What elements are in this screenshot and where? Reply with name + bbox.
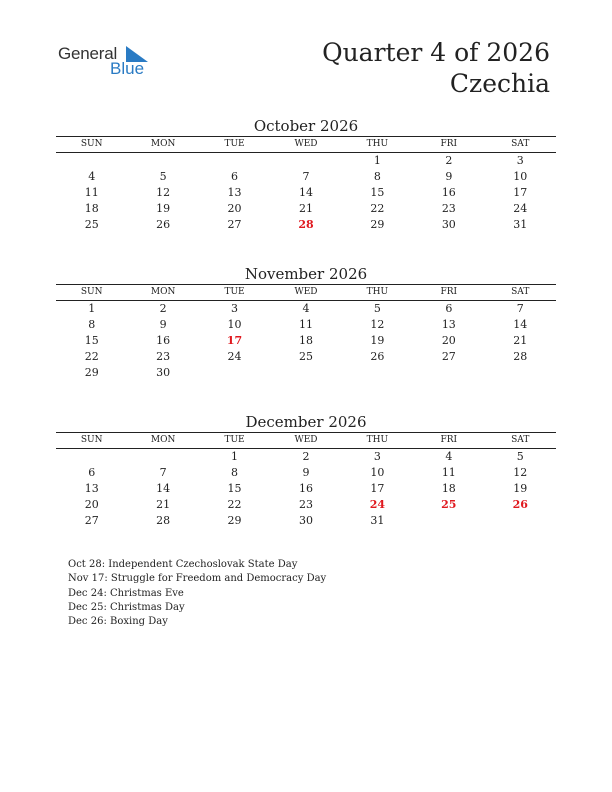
day-cell: 21 <box>298 202 313 215</box>
day-cell: 11 <box>441 466 456 479</box>
day-cell: 1 <box>231 450 239 463</box>
weekday-label: TUE <box>224 287 245 297</box>
day-cell: 15 <box>227 482 242 495</box>
day-cell: 8 <box>231 466 239 479</box>
week-row <box>56 349 556 365</box>
day-cell: 26 <box>156 218 171 231</box>
day-cell: 7 <box>516 302 524 315</box>
week-row <box>56 333 556 349</box>
holiday-note: Dec 25: Christmas Day <box>68 601 185 613</box>
holiday-note: Dec 26: Boxing Day <box>68 616 168 628</box>
day-cell: 8 <box>88 318 96 331</box>
week-row <box>56 317 556 333</box>
day-cell: 31 <box>370 514 385 527</box>
day-cell <box>485 513 556 529</box>
day-cell: 26 <box>370 350 385 363</box>
day-cell: 13 <box>227 186 242 199</box>
week-row <box>56 497 556 513</box>
day-cell: 28 <box>156 514 171 527</box>
day-cell <box>270 365 341 381</box>
day-cell: 5 <box>373 302 381 315</box>
holiday-notes <box>68 558 326 629</box>
day-cell: 6 <box>231 170 239 183</box>
day-cell: 27 <box>84 514 99 527</box>
day-cell: 24 <box>513 202 528 215</box>
weekday-label: MON <box>150 435 176 445</box>
day-cell: 21 <box>156 498 171 511</box>
day-cell: 2 <box>445 154 453 167</box>
week-row <box>56 169 556 185</box>
generalblue-logo <box>58 42 158 82</box>
weekday-label: MON <box>150 139 176 149</box>
day-cell: 15 <box>84 334 99 347</box>
day-cell <box>413 513 484 529</box>
day-cell <box>485 365 556 381</box>
day-cell: 20 <box>441 334 456 347</box>
day-cell: 16 <box>441 186 456 199</box>
month-grid <box>56 301 556 381</box>
weekday-label: THU <box>366 435 389 445</box>
weekday-label: WED <box>294 435 318 445</box>
day-cell: 22 <box>84 350 99 363</box>
month-november <box>56 264 556 381</box>
day-cell: 28 <box>513 350 528 363</box>
week-row <box>56 185 556 201</box>
day-cell: 11 <box>84 186 99 199</box>
weekday-header <box>56 284 556 301</box>
month-title: October 2026 <box>253 117 359 135</box>
day-cell: 20 <box>227 202 242 215</box>
day-cell: 2 <box>159 302 167 315</box>
day-cell: 29 <box>370 218 385 231</box>
week-row <box>56 201 556 217</box>
month-grid <box>56 449 556 529</box>
day-cell: 20 <box>84 498 99 511</box>
holiday-note: Dec 24: Christmas Eve <box>68 587 184 599</box>
logo-text-blue: Blue <box>110 59 145 78</box>
month-october <box>56 116 556 233</box>
day-cell: 5 <box>516 450 524 463</box>
day-cell: 9 <box>159 318 167 331</box>
weekday-header <box>56 136 556 153</box>
day-cell: 10 <box>370 466 385 479</box>
day-cell: 11 <box>298 318 313 331</box>
title-country: Czechia <box>449 69 550 98</box>
day-cell: 19 <box>513 482 528 495</box>
week-row <box>56 481 556 497</box>
day-cell: 28 <box>298 218 314 231</box>
day-cell <box>56 449 127 465</box>
day-cell: 22 <box>227 498 242 511</box>
day-cell: 5 <box>159 170 167 183</box>
day-cell: 25 <box>84 218 99 231</box>
day-cell <box>413 365 484 381</box>
day-cell: 12 <box>370 318 385 331</box>
day-cell <box>342 365 413 381</box>
month-december <box>56 412 556 529</box>
day-cell: 25 <box>441 498 457 511</box>
week-row <box>56 217 556 233</box>
day-cell: 1 <box>88 302 96 315</box>
day-cell: 3 <box>231 302 239 315</box>
day-cell: 19 <box>156 202 171 215</box>
day-cell: 7 <box>302 170 310 183</box>
day-cell: 18 <box>298 334 313 347</box>
title-quarter: Quarter 4 of 2026 <box>322 38 550 67</box>
day-cell: 31 <box>513 218 528 231</box>
day-cell: 23 <box>298 498 313 511</box>
day-cell <box>199 153 270 169</box>
day-cell: 10 <box>227 318 242 331</box>
weekday-label: SAT <box>511 139 530 149</box>
day-cell <box>270 153 341 169</box>
day-cell: 17 <box>226 334 243 347</box>
day-cell: 1 <box>373 154 381 167</box>
day-cell: 17 <box>513 186 528 199</box>
day-cell: 26 <box>512 498 528 511</box>
day-cell: 25 <box>298 350 313 363</box>
day-cell: 13 <box>441 318 456 331</box>
day-cell: 24 <box>227 350 242 363</box>
holiday-note: Oct 28: Independent Czechoslovak State Day <box>68 559 298 570</box>
week-row <box>56 513 556 529</box>
weekday-label: TUE <box>224 435 245 445</box>
day-cell: 29 <box>227 514 242 527</box>
weekday-label: SUN <box>80 139 103 149</box>
day-cell: 16 <box>156 334 171 347</box>
day-cell: 4 <box>88 170 96 183</box>
day-cell: 8 <box>373 170 381 183</box>
day-cell: 9 <box>445 170 453 183</box>
weekday-header <box>56 432 556 449</box>
weekday-label: SAT <box>511 435 530 445</box>
weekday-label: TUE <box>224 139 245 149</box>
day-cell: 14 <box>298 186 313 199</box>
day-cell: 14 <box>513 318 528 331</box>
weekday-label: FRI <box>440 287 458 297</box>
day-cell: 19 <box>370 334 385 347</box>
day-cell: 23 <box>441 202 456 215</box>
weekday-label: SAT <box>511 287 530 297</box>
day-cell: 18 <box>84 202 99 215</box>
holiday-note: Nov 17: Struggle for Freedom and Democracy Day <box>68 573 327 585</box>
day-cell: 6 <box>445 302 453 315</box>
day-cell: 17 <box>370 482 385 495</box>
day-cell: 12 <box>156 186 171 199</box>
day-cell: 12 <box>513 466 528 479</box>
day-cell: 21 <box>513 334 528 347</box>
weekday-label: WED <box>294 287 318 297</box>
day-cell: 27 <box>441 350 456 363</box>
day-cell: 16 <box>298 482 313 495</box>
week-row <box>56 301 556 317</box>
weekday-label: THU <box>366 287 389 297</box>
page-title <box>322 37 550 99</box>
day-cell <box>127 153 198 169</box>
weekday-label: FRI <box>440 435 458 445</box>
day-cell <box>56 153 127 169</box>
day-cell: 15 <box>370 186 385 199</box>
day-cell: 13 <box>84 482 99 495</box>
day-cell: 3 <box>516 154 524 167</box>
day-cell: 4 <box>445 450 453 463</box>
weekday-label: FRI <box>440 139 458 149</box>
day-cell <box>199 365 270 381</box>
day-cell: 14 <box>156 482 171 495</box>
day-cell: 22 <box>370 202 385 215</box>
day-cell: 18 <box>441 482 456 495</box>
month-title: December 2026 <box>245 413 367 431</box>
day-cell: 23 <box>156 350 171 363</box>
day-cell: 30 <box>441 218 456 231</box>
week-row <box>56 365 556 381</box>
day-cell: 10 <box>513 170 528 183</box>
week-row <box>56 465 556 481</box>
month-grid <box>56 153 556 233</box>
month-title: November 2026 <box>244 265 368 283</box>
day-cell: 24 <box>369 498 386 511</box>
day-cell: 29 <box>84 366 99 379</box>
day-cell: 6 <box>88 466 96 479</box>
weekday-label: WED <box>294 139 318 149</box>
day-cell: 27 <box>227 218 242 231</box>
weekday-label: SUN <box>80 287 103 297</box>
week-row <box>56 153 556 169</box>
day-cell: 4 <box>302 302 310 315</box>
day-cell: 2 <box>302 450 310 463</box>
logo-text-general: General <box>58 44 118 63</box>
day-cell: 30 <box>156 366 171 379</box>
day-cell: 7 <box>159 466 167 479</box>
week-row <box>56 449 556 465</box>
weekday-label: MON <box>150 287 176 297</box>
weekday-label: THU <box>366 139 389 149</box>
day-cell: 30 <box>298 514 313 527</box>
day-cell <box>127 449 198 465</box>
weekday-label: SUN <box>80 435 103 445</box>
day-cell: 9 <box>302 466 310 479</box>
day-cell: 3 <box>373 450 381 463</box>
